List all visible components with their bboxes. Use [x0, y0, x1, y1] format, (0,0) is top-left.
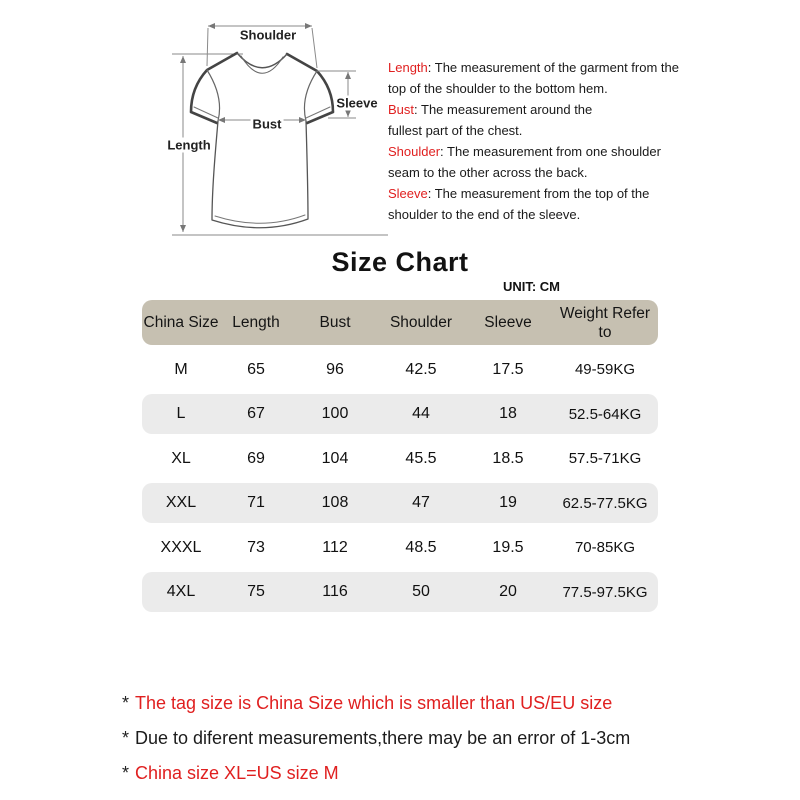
cell-size: M — [174, 360, 188, 378]
cell-bust: 108 — [321, 494, 349, 511]
shoulder-ext-left — [207, 28, 208, 66]
cell-bust: 112 — [322, 538, 348, 556]
header-cell-length: Length — [232, 314, 280, 331]
definition-line: Length: The measurement of the garment from the — [388, 60, 679, 75]
cell-sleeve: 17.5 — [492, 360, 524, 378]
cell-shoulder: 45.5 — [405, 449, 437, 467]
table-row-xxxl — [142, 528, 658, 568]
cell-bust: 116 — [322, 583, 348, 600]
header-cell-sleeve: Sleeve — [484, 314, 532, 331]
table-row-m — [142, 350, 658, 390]
cell-shoulder: 50 — [412, 583, 430, 600]
definition-line: fullest part of the chest. — [388, 123, 523, 138]
definition-term: Bust — [388, 102, 415, 117]
cell-sleeve: 19 — [499, 494, 517, 511]
cell-length: 65 — [247, 360, 265, 378]
shoulder-ext-right — [312, 28, 317, 68]
header-cell-shoulder: Shoulder — [389, 314, 453, 331]
unit-label: UNIT: CM — [502, 279, 560, 294]
table-row-xl — [142, 439, 658, 479]
definition-term: Shoulder — [388, 144, 441, 159]
cell-sleeve: 18 — [499, 405, 517, 422]
cell-sleeve: 18.5 — [492, 449, 524, 467]
cell-weight: 62.5-77.5KG — [562, 494, 648, 512]
note-text: China size XL=US size M — [135, 763, 339, 783]
footer-notes — [122, 686, 630, 791]
cell-length: 71 — [247, 494, 265, 511]
definition-line: Bust: The measurement around the — [388, 102, 593, 117]
cell-sleeve: 20 — [499, 583, 517, 600]
cell-shoulder: 48.5 — [405, 538, 437, 556]
tshirt-measurement-diagram — [140, 0, 396, 245]
cell-shoulder: 47 — [412, 494, 430, 511]
cell-length: 75 — [247, 583, 265, 600]
note-asterisk: * — [122, 693, 130, 713]
note-text: The tag size is China Size which is smaller than US/EU size — [135, 693, 613, 713]
table-row-xxl — [142, 483, 658, 523]
cell-bust: 104 — [321, 449, 349, 467]
cell-bust: 96 — [326, 360, 344, 378]
definition-term: Length — [388, 60, 428, 75]
definition-line: top of the shoulder to the bottom hem. — [388, 81, 608, 96]
header-cell-bust: Bust — [319, 314, 351, 331]
cell-size: XXXL — [160, 538, 202, 556]
note-line-3 — [122, 756, 630, 791]
page-title: Size Chart — [331, 247, 469, 277]
size-table — [142, 300, 658, 617]
table-header-row — [142, 300, 658, 345]
shoulder-label: Shoulder — [239, 27, 297, 43]
cell-weight: 57.5-71KG — [568, 450, 642, 467]
sleeve-label: Sleeve — [336, 95, 378, 111]
note-asterisk: * — [122, 763, 130, 783]
note-asterisk: * — [122, 728, 130, 748]
cell-weight: 70-85KG — [574, 539, 636, 556]
cell-weight: 49-59KG — [574, 361, 636, 378]
cell-size: L — [176, 405, 186, 422]
cell-size: 4XL — [166, 583, 196, 600]
header-cell-china-size: China Size — [143, 314, 219, 331]
measurement-definitions — [388, 57, 688, 225]
cell-shoulder: 44 — [412, 405, 430, 422]
cell-weight: 77.5-97.5KG — [562, 583, 648, 601]
cell-weight: 52.5-64KG — [568, 405, 642, 423]
cell-bust: 100 — [321, 405, 349, 422]
bust-label: Bust — [252, 116, 282, 132]
cell-shoulder: 42.5 — [405, 360, 437, 378]
length-label: Length — [167, 137, 211, 153]
definition-line: shoulder to the end of the sleeve. — [388, 207, 581, 222]
table-row-4xl — [142, 572, 658, 612]
note-line-1 — [122, 686, 630, 721]
header-cell-weight-refer-to: Weight Refer to — [559, 304, 651, 341]
definition-line: Shoulder: The measurement from one shoulder — [388, 144, 661, 159]
cell-sleeve: 19.5 — [492, 538, 524, 556]
table-row-l — [142, 394, 658, 434]
cell-size: XXL — [165, 494, 197, 511]
cell-length: 73 — [247, 538, 265, 556]
definition-term: Sleeve — [388, 186, 428, 201]
definition-line: seam to the other across the back. — [388, 165, 588, 180]
note-text: Due to diferent measurements,there may be an error of 1-3cm — [135, 728, 631, 748]
table-body — [142, 350, 658, 613]
cell-length: 67 — [247, 405, 265, 422]
note-line-2 — [122, 721, 630, 756]
cell-size: XL — [171, 449, 191, 467]
definition-line: Sleeve: The measurement from the top of the — [388, 186, 650, 201]
cell-length: 69 — [247, 449, 265, 467]
